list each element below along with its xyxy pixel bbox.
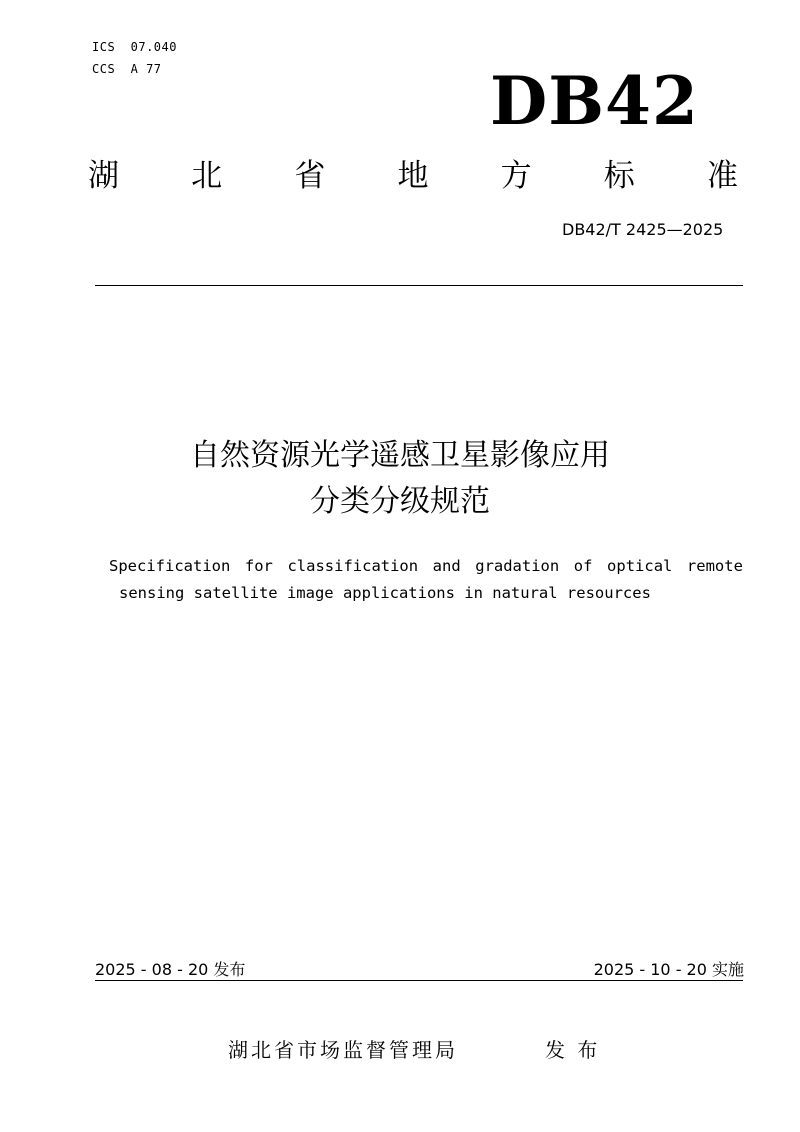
standard-type-char: 地	[397, 158, 429, 194]
title-en-word: optical	[607, 557, 673, 575]
standard-type-char: 准	[706, 158, 738, 194]
title-en-word: remote	[686, 557, 743, 575]
title-en-word: gradation	[475, 557, 560, 575]
title-en-word: classification	[287, 557, 419, 575]
title-en-line1	[109, 557, 743, 575]
header-divider	[95, 285, 743, 286]
issuer-action: 发 布	[545, 1038, 601, 1062]
standard-number: DB42/T 2425—2025	[562, 220, 724, 239]
release-date: 2025 - 08 - 20 发布	[95, 960, 246, 979]
ccs-code: CCS A 77	[92, 62, 162, 76]
implement-date: 2025 - 10 - 20 实施	[593, 960, 744, 979]
footer-divider	[95, 980, 743, 981]
issuer-name: 湖北省市场监督管理局	[228, 1038, 458, 1062]
title-en-word: of	[573, 557, 593, 575]
standard-type-char: 标	[603, 158, 635, 194]
standard-type-char: 方	[500, 158, 532, 194]
title-en-word: and	[432, 557, 461, 575]
standard-type	[88, 150, 738, 198]
title-cn-line1: 自然资源光学遥感卫星影像应用	[190, 438, 610, 473]
title-en-word: Specification	[109, 557, 231, 575]
standard-type-char: 湖	[88, 158, 119, 194]
title-en-line2: sensing satellite image applications in natural resources	[119, 584, 651, 602]
standard-type-char: 北	[191, 158, 223, 194]
title-cn-line2: 分类分级规范	[310, 484, 490, 519]
ics-code: ICS 07.040	[92, 40, 177, 54]
title-en-word: for	[244, 557, 273, 575]
standard-type-char: 省	[294, 158, 326, 194]
db-logo: DB42	[490, 62, 699, 140]
